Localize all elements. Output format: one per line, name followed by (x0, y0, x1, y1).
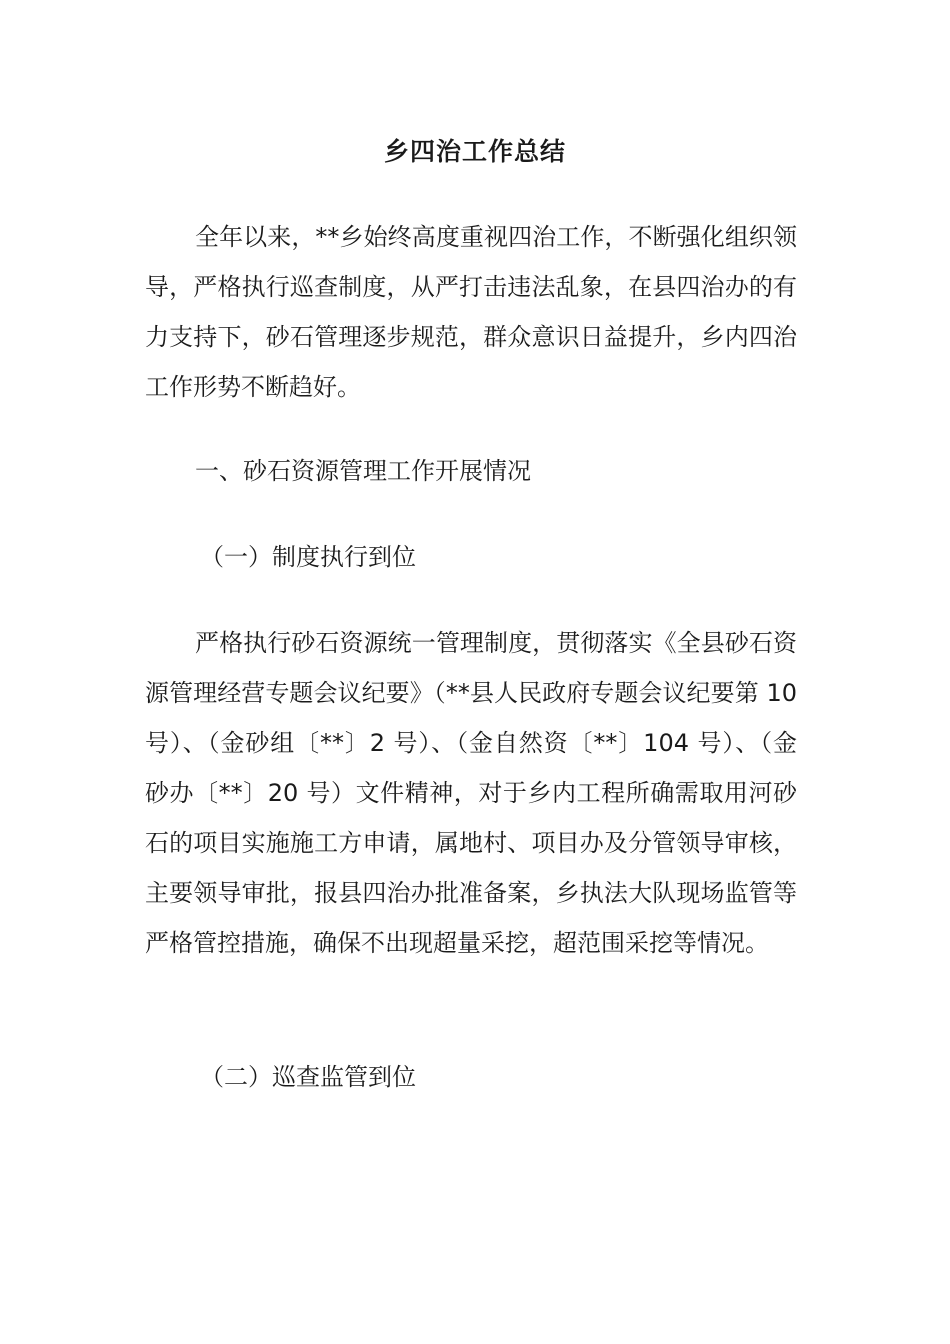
subsection-heading-2: （二）巡查监管到位 (200, 1063, 416, 1091)
section-heading-1: 一、砂石资源管理工作开展情况 (195, 457, 531, 485)
document-title: 乡四治工作总结 (383, 137, 566, 166)
subsection-heading-1: （一）制度执行到位 (200, 543, 416, 571)
intro-paragraph: 全年以来，**乡始终高度重视四治工作，不断强化组织领导，严格执行巡查制度，从严打击违法乱象，在县四治办的有力支持下，砂石管理逐步规范，群众意识日益提升，乡内四治工作形势不断趋好。 (145, 223, 797, 401)
subsection-1-paragraph: 严格执行砂石资源统一管理制度，贯彻落实《全县砂石资源管理经营专题会议纪要》（**县人民政府专题会议纪要第 10 号）、（金砂组〔**〕2 号）、（金自然资〔**〕104 号）、（金砂办〔**〕20 号）文件精神，对于乡内工程所确需取用河砂石的项目实施施工方申请，属地村、项目办及分管领导审核，主要领导审批，报县四治办批准备案，乡执法大队现场监管等严格管控措施，确保不出现超量采挖，超范围采挖等情况。 (145, 629, 797, 957)
